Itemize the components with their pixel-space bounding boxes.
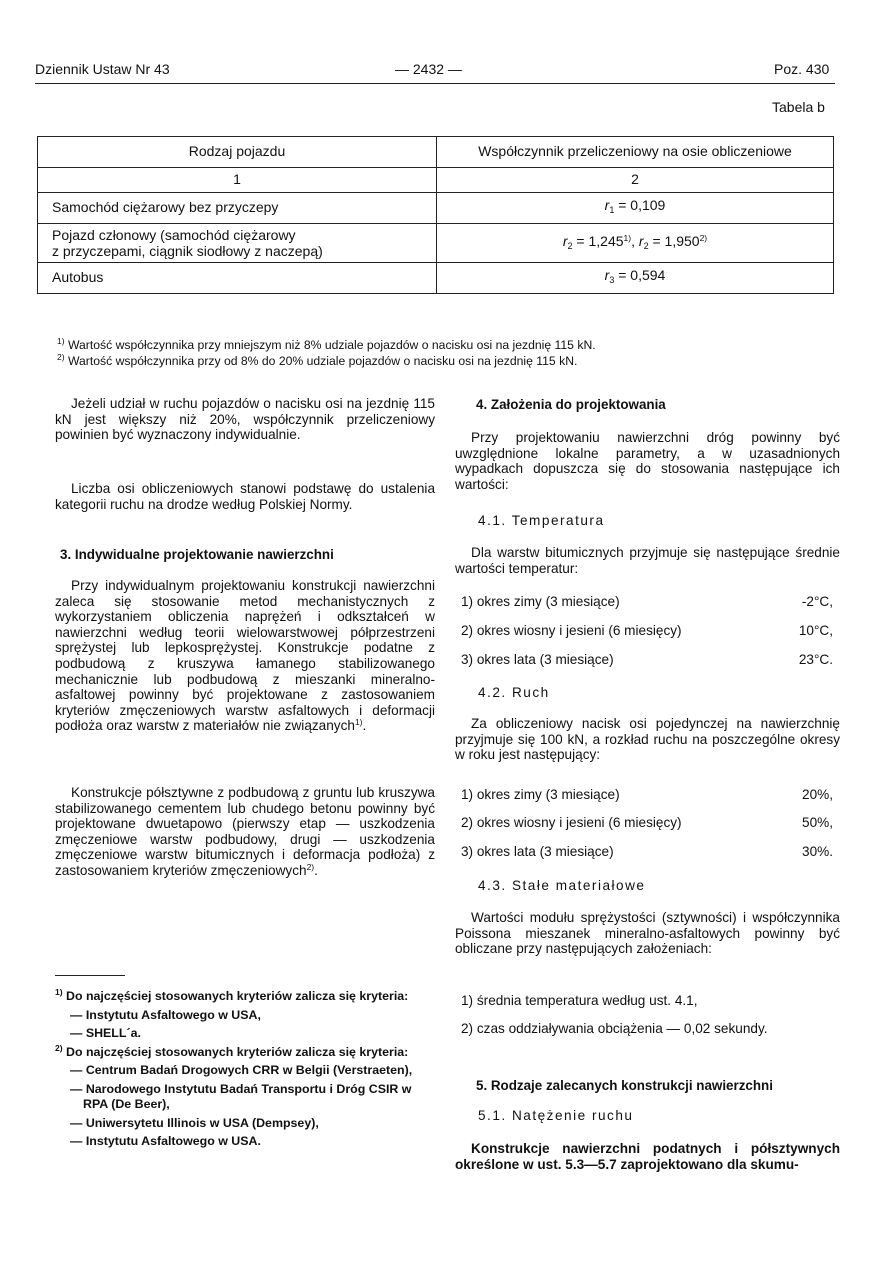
footnotes: $^{1)}$ Do najczęściej stosowanych kryteriów zalicza się kryteria: — Instytutu Asfaltowego w USA, — SHELL´a. $^{2)}$ Do najczęściej stosowanych kryteriów zalicza się kryteria: — Centrum Badań Drogowych CRR w Belgii (Verstraeten), — Narodowego Instytutu Badań Transportu i Dróg CSIR w RPA (De Beer), — Uniwersytetu Illinois w USA (Dempsey), — Instytutu Asfaltowego w USA.	[55, 987, 413, 1148]
section-heading: 4. Założenia do projektowania	[476, 397, 666, 412]
table-label: Tabela b	[772, 99, 825, 115]
list-item: 3) okres lata (3 miesiące) 23°C.	[461, 652, 833, 667]
coefficient-cell: $r_1 = 0,109$	[437, 193, 834, 224]
header-coefficient: Współczynnik przeliczeniowy na osie obliczeniowe	[437, 137, 834, 168]
paragraph: Przy indywidualnym projektowaniu konstrukcji nawierzchni zaleca się stosowanie metod mechanistycznych z wykorzystaniem obliczenia naprężeń i odkształceń w nawierzchni według teorii wielowarstwowej półprzestrzeni sprężystej lub lepkosprężystej. Konstrukcje podatne z podbudową z kruszywa łamanego stabilizowanego mechanicznie lub podbudową z mieszanki mineralno-asfaltowej powinny być projektowane z zastosowaniem kryteriów zmęczeniowych warstw asfaltowych i deformacji podłoża oraz warstw z materiałów nie związanych$^{1)}$.	[55, 578, 435, 734]
header-rule	[35, 83, 835, 84]
list-item: 2) okres wiosny i jesieni (6 miesięcy) 50%,	[461, 815, 833, 830]
subsection-heading: 4.2. Ruch	[478, 685, 550, 700]
paragraph: Konstrukcje nawierzchni podatnych i półsztywnych określone w ust. 5.3—5.7 zaprojektowano dla skumu-	[455, 1141, 840, 1172]
section-heading: 3. Indywidualne projektowanie nawierzchni	[60, 547, 334, 562]
vehicle-cell: Pojazd członowy (samochód ciężarowy z przyczepami, ciągnik siodłowy z naczepą)	[38, 224, 437, 263]
vehicle-cell: Autobus	[38, 263, 437, 294]
subsection-heading: 4.1. Temperatura	[478, 513, 605, 528]
col-number-2: 2	[437, 168, 834, 193]
list-item: 1) okres zimy (3 miesiące) 20%,	[461, 787, 833, 802]
paragraph: Za obliczeniowy nacisk osi pojedynczej na nawierzchnię przyjmuje się 100 kN, a rozkład ruchu na poszczególne okresy w roku jest następujący:	[455, 716, 840, 763]
paragraph: Konstrukcje półsztywne z podbudową z gruntu lub kruszywa stabilizowanego cementem lub chudego betonu powinny być projektowane dwuetapowo (pierwszy etap — uszkodzenia zmęczeniowe warstw podbudowy, drugi — uszkodzenia zmęczeniowe warstw bitumicznych i deformacja podłoża) z zastosowaniem kryteriów zmęczeniowych$^{2)}$.	[55, 785, 435, 878]
header-vehicle-type: Rodzaj pojazdu	[38, 137, 437, 168]
vehicle-cell: Samochód ciężarowy bez przyczepy	[38, 193, 437, 224]
col-number-1: 1	[38, 168, 437, 193]
table-footnote: $^{2)}$ Wartość współczynnika przy od 8% do 20% udziale pojazdów o nacisku osi na jezdnię 115 kN.	[57, 352, 578, 368]
coefficient-cell: $r_2 = 1,245^{1)}$, $r_2 = 1,950^{2)}$	[437, 224, 834, 263]
list-item: 1) okres zimy (3 miesiące) -2°C,	[461, 594, 833, 609]
section-heading: 5. Rodzaje zalecanych konstrukcji nawierzchni	[476, 1078, 773, 1093]
page-number: — 2432 —	[395, 61, 462, 77]
list-item: 2) okres wiosny i jesieni (6 miesięcy) 10°C,	[461, 623, 833, 638]
paragraph: Dla warstw bitumicznych przyjmuje się następujące średnie wartości temperatur:	[455, 545, 840, 576]
paragraph: Jeżeli udział w ruchu pojazdów o nacisku osi na jezdnię 115 kN jest większy niż 20%, współczynnik przeliczeniowy powinien być wyznaczony indywidualnie.	[55, 396, 435, 443]
subsection-heading: 4.3. Stałe materiałowe	[478, 878, 646, 893]
table-footnote: $^{1)}$ Wartość współczynnika przy mniejszym niż 8% udziale pojazdów o nacisku osi na jezdnię 115 kN.	[57, 336, 596, 352]
subsection-heading: 5.1. Natężenie ruchu	[478, 1108, 634, 1123]
conversion-table	[37, 136, 834, 294]
table-row	[38, 224, 834, 263]
position-number: Poz. 430	[774, 61, 830, 77]
journal-title: Dziennik Ustaw Nr 43	[35, 61, 170, 77]
table-row	[38, 263, 834, 294]
paragraph: Wartości modułu sprężystości (sztywności) i współczynnika Poissona mieszanek mineralno-asfaltowych powinny być obliczane przy następujących założeniach:	[455, 910, 840, 957]
list-item: 2) czas oddziaływania obciążenia — 0,02 sekundy.	[461, 1021, 768, 1036]
list-item: 3) okres lata (3 miesiące) 30%.	[461, 844, 833, 859]
footnote-rule	[55, 975, 125, 976]
coefficient-cell: $r_3 = 0,594$	[437, 263, 834, 294]
table-row	[38, 193, 834, 224]
list-item: 1) średnia temperatura według ust. 4.1,	[461, 993, 698, 1008]
paragraph: Przy projektowaniu nawierzchni dróg powinny być uwzględnione lokalne parametry, a w uzasadnionych wypadkach dopuszcza się do stosowania następujące ich wartości:	[455, 430, 840, 492]
paragraph: Liczba osi obliczeniowych stanowi podstawę do ustalenia kategorii ruchu na drodze według Polskiej Normy.	[55, 481, 435, 512]
